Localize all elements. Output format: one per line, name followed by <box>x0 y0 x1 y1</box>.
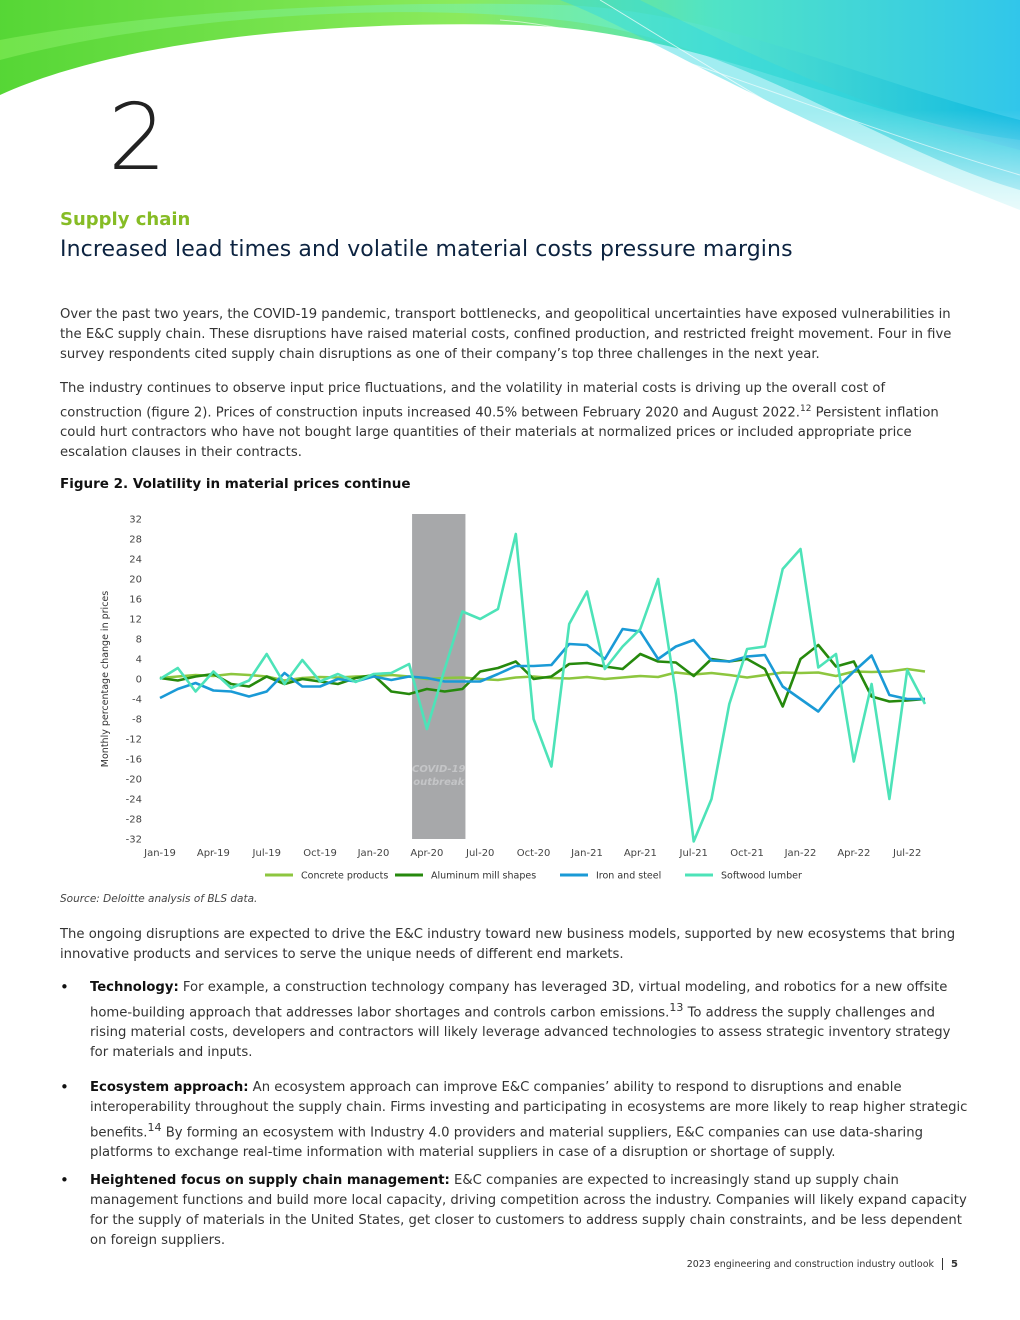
line-chart <box>90 505 950 885</box>
shaded-region-label: outbreak <box>413 777 465 788</box>
y-tick-label: 8 <box>135 634 142 646</box>
paragraph-prices-text-a: The industry continues to observe input price fluctuations, and the volatility in material costs is driving up the overall cost of construction (figure 2). Prices of construction inputs increased 40.5% between February 2020 and August 2022. <box>60 381 886 421</box>
y-tick-label: 24 <box>129 554 142 566</box>
section-number: 2 <box>108 84 167 191</box>
bullet-label: Technology: <box>90 980 179 995</box>
figure-title: Figure 2. Volatility in material prices continue <box>60 476 411 492</box>
x-tick-label: Jan-22 <box>784 848 817 859</box>
y-tick-label: -28 <box>125 814 142 826</box>
x-tick-label: Oct-21 <box>730 848 764 859</box>
bullet-text <box>90 1171 970 1251</box>
x-tick-label: Jul-21 <box>679 848 708 859</box>
footer-title: 2023 engineering and construction industry outlook <box>686 1258 935 1270</box>
bullet-body-a: E&C companies are expected to increasingly stand up supply chain management functions and build more local capacity, driving competition across the industry. Companies will likely expand capacity for the supply of materials in the United States, get closer to customers to address supply chain constraints, and be less dependent on foreign suppliers. <box>90 1173 967 1248</box>
y-tick-label: -8 <box>132 714 142 726</box>
bullet-body-b: By forming an ecosystem with Industry 4.0 providers and material suppliers, E&C companies can use data-sharing platforms to exchange real-time information with material suppliers in case of a disruption or shortage of supply. <box>90 1125 923 1161</box>
series-line-iron-and-steel <box>160 629 925 712</box>
section-label: Supply chain <box>60 209 191 230</box>
bullet-body-a: An ecosystem approach can improve E&C companies’ ability to respond to disruptions and enable interoperability throughout the supply chain. Firms investing and participating in ecosystems are more likely to reap higher strategic benefits. <box>90 1080 968 1141</box>
x-tick-label: Jan-20 <box>357 848 390 859</box>
x-tick-label: Apr-22 <box>837 848 871 859</box>
y-tick-label: 12 <box>129 614 142 626</box>
x-tick-label: Apr-20 <box>410 848 444 859</box>
legend-label: Softwood lumber <box>721 870 802 882</box>
legend-label: Iron and steel <box>596 870 662 882</box>
y-tick-label: 0 <box>135 674 142 686</box>
y-tick-label: 32 <box>129 514 142 526</box>
y-tick-label: 16 <box>129 594 142 606</box>
paragraph-intro: Over the past two years, the COVID-19 pandemic, transport bottlenecks, and geopolitical uncertainties have exposed vulnerabilities in the E&C supply chain. These disruptions have raised material costs, confined production, and restricted freight movement. Four in five survey respondents cited supply chain disruptions as one of their company’s top three challenges in the next year. <box>60 307 952 362</box>
paragraph-prices-text-b: Persistent inflation could hurt contractors who have not bought large quantities of their materials at normalized prices or included appropriate price escalation clauses in their contracts. <box>60 405 939 461</box>
y-tick-label: -16 <box>125 754 142 766</box>
series-line-softwood-lumber <box>160 534 925 842</box>
footnote-ref-12: 12 <box>800 404 812 414</box>
x-tick-label: Oct-19 <box>303 848 337 859</box>
footnote-ref-13: 13 <box>669 1001 684 1014</box>
paragraph-ecosystems: The ongoing disruptions are expected to drive the E&C industry toward new business models, supported by new ecosystems that bring innovative products and services to serve the unique needs of different end markets. <box>60 927 956 962</box>
bullet-marker: • <box>60 1171 69 1189</box>
paragraph-prices <box>60 379 965 463</box>
x-tick-label: Oct-20 <box>516 848 551 859</box>
shaded-region-label: COVID-19 <box>412 764 466 775</box>
series-line-aluminum-mill-shapes <box>160 645 925 707</box>
y-tick-label: 28 <box>129 534 142 546</box>
y-tick-label: 20 <box>129 574 142 586</box>
figure-source: Source: Deloitte analysis of BLS data. <box>60 893 258 905</box>
page-footer <box>687 1258 958 1270</box>
bullet-body-b: To address the supply challenges and rising material costs, developers and contractors will likely leverage advanced technologies to assess strategic inventory strategy for materials and inputs. <box>90 1005 951 1061</box>
page-number: 5 <box>951 1258 958 1270</box>
bullet-marker: • <box>60 1078 69 1096</box>
x-tick-label: Jan-21 <box>571 848 603 859</box>
y-tick-label: -32 <box>125 834 142 846</box>
bullet-label: Heightened focus on supply chain management: <box>90 1173 450 1188</box>
bullet-label: Ecosystem approach: <box>90 1080 249 1095</box>
y-tick-label: -4 <box>132 694 142 706</box>
bullet-text <box>90 978 970 1063</box>
x-tick-label: Jul-22 <box>893 848 922 859</box>
footer-divider <box>942 1258 943 1270</box>
legend-label: Aluminum mill shapes <box>431 870 537 882</box>
y-tick-label: -12 <box>125 734 142 746</box>
x-tick-label: Apr-21 <box>623 848 657 859</box>
bullet-body-a: For example, a construction technology company has leveraged 3D, virtual modeling, and robotics for a new offsite home-building approach that addresses labor shortages and controls carbon emissions. <box>90 980 948 1021</box>
x-tick-label: Jul-19 <box>252 848 281 859</box>
legend-label: Concrete products <box>301 870 389 882</box>
x-tick-label: Jan-19 <box>144 848 176 859</box>
y-tick-label: -24 <box>125 794 142 806</box>
bullet-text <box>90 1078 970 1163</box>
bullet-marker: • <box>60 978 69 996</box>
page-title: Increased lead times and volatile material costs pressure margins <box>60 237 793 262</box>
y-axis-label: Monthly percentage change in prices <box>100 590 111 768</box>
y-tick-label: -20 <box>125 774 142 786</box>
x-tick-label: Jul-20 <box>466 848 495 859</box>
footnote-ref-14: 14 <box>147 1121 162 1134</box>
x-tick-label: Apr-19 <box>196 848 230 859</box>
y-tick-label: 4 <box>135 654 142 666</box>
